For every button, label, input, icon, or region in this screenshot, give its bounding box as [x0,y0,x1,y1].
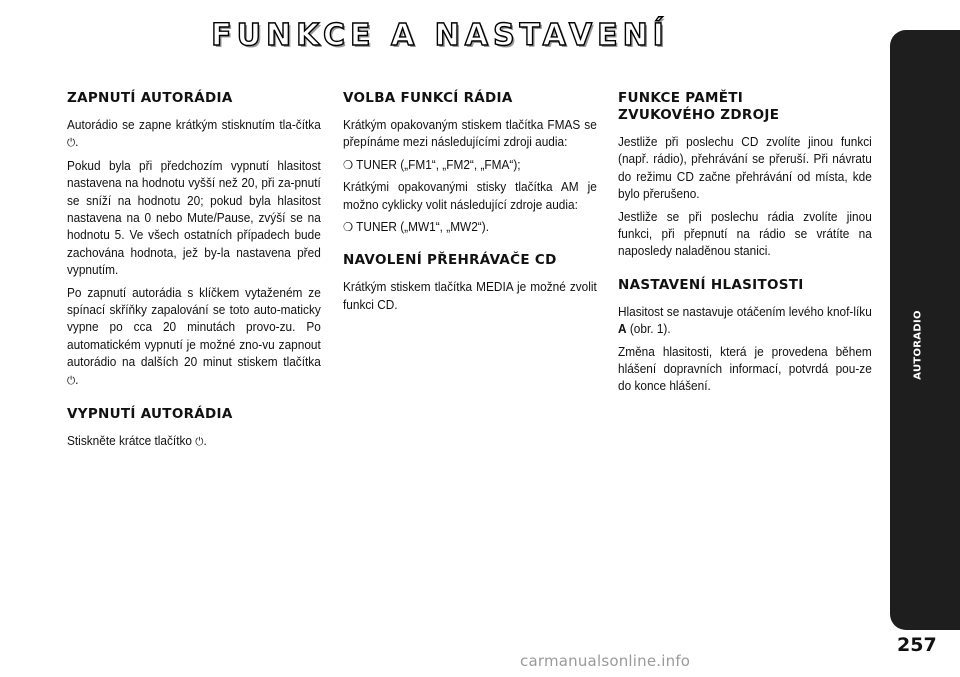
bullet-icon: ❍ [343,220,354,235]
paragraph: Hlasitost se nastavuje otáčením levého knof-líku A (obr. 1). [618,304,872,337]
power-icon: ⏻ [67,137,76,150]
paragraph: Krátkým opakovaným stiskem tlačítka FMAS se přepínáme mezi následujícími zdroji audia: [343,118,597,150]
section-heading-volume: NASTAVENÍ HLASITOSTI [618,276,804,293]
section-heading-source-memory: FUNKCE PAMĚTI ZVUKOVÉHO ZDROJE [618,90,780,123]
bullet-item: ❍ TUNER („MW1“, „MW2“). [343,219,597,236]
column-1 [67,90,321,457]
section-heading-radio-on: ZAPNUTÍ AUTORÁDIA [67,90,233,106]
paragraph: Jestliže se při poslechu rádia zvolíte jinou funkci, při přepnutí na rádio se vrátíte na naposledy naladěnou stanici. [618,209,872,259]
section-heading-radio-off: VYPNUTÍ AUTORÁDIA [67,406,233,423]
page-number: 257 [897,634,937,656]
paragraph: Stiskněte krátce tlačítko ⏻. [67,434,207,449]
paragraph: Krátkým stiskem tlačítka MEDIA je možné zvolit funkci CD. [343,280,597,312]
section-heading-radio-functions: VOLBA FUNKCÍ RÁDIA [343,90,513,106]
paragraph: Jestliže při poslechu CD zvolíte jinou funkci (např. rádio), přehrávání se přeruší. Při návratu do režimu CD začne přehrávání od místa, kde bylo přerušeno. [618,135,872,202]
paragraph: Pokud byla při předchozím vypnutí hlasitost nastavena na hodnotu vyšší než 20, při za-pnutí se sníží na hodnotu 20; pokud byla hlasitost nastavena na 0 nebo Mute/Pause, zvýší se na hodnotu 5. Ve všech ostatních případech bude zachována hodnota, jež by-la nastavena před vypnutím. [67,158,321,278]
paragraph: Změna hlasitosti, která je provedena během hlášení dopravních informací, potvrdá pou-ze do konce hlášení. [618,344,872,394]
power-icon: ⏻ [195,436,204,449]
column-2 [343,90,597,319]
paragraph: Krátkými opakovanými stisky tlačítka AM je možno cyklicky volit následující zdroje audia: [343,180,597,212]
side-tab [890,30,960,630]
bullet-item: ❍ TUNER („FM1“, „FM2“, „FMA“); [343,157,597,174]
power-icon: ⏻ [67,374,76,387]
paragraph: Autorádio se zapne krátkým stisknutím tla-čítka ⏻. [67,118,321,150]
paragraph: Po zapnutí autorádia s klíčkem vytaženém ze spínací skříňky zapalování se toto auto-maticky vypne po cca 20 minutách provo-zu. Po automatickém vypnutí je možné zno-vu zapnout autorádio na dalších 20 minut stiskem tlačítka ⏻. [67,285,321,387]
column-3 [618,90,872,401]
bullet-icon: ❍ [343,157,354,172]
section-heading-cd-player: NAVOLENÍ PŘEHRÁVAČE CD [343,252,557,269]
page-title: FUNKCE A NASTAVENÍ [211,18,669,53]
watermark: carmanualsonline.info [520,652,691,670]
figure-reference: A [618,322,627,337]
side-tab-label: AUTORADIO [912,310,924,380]
